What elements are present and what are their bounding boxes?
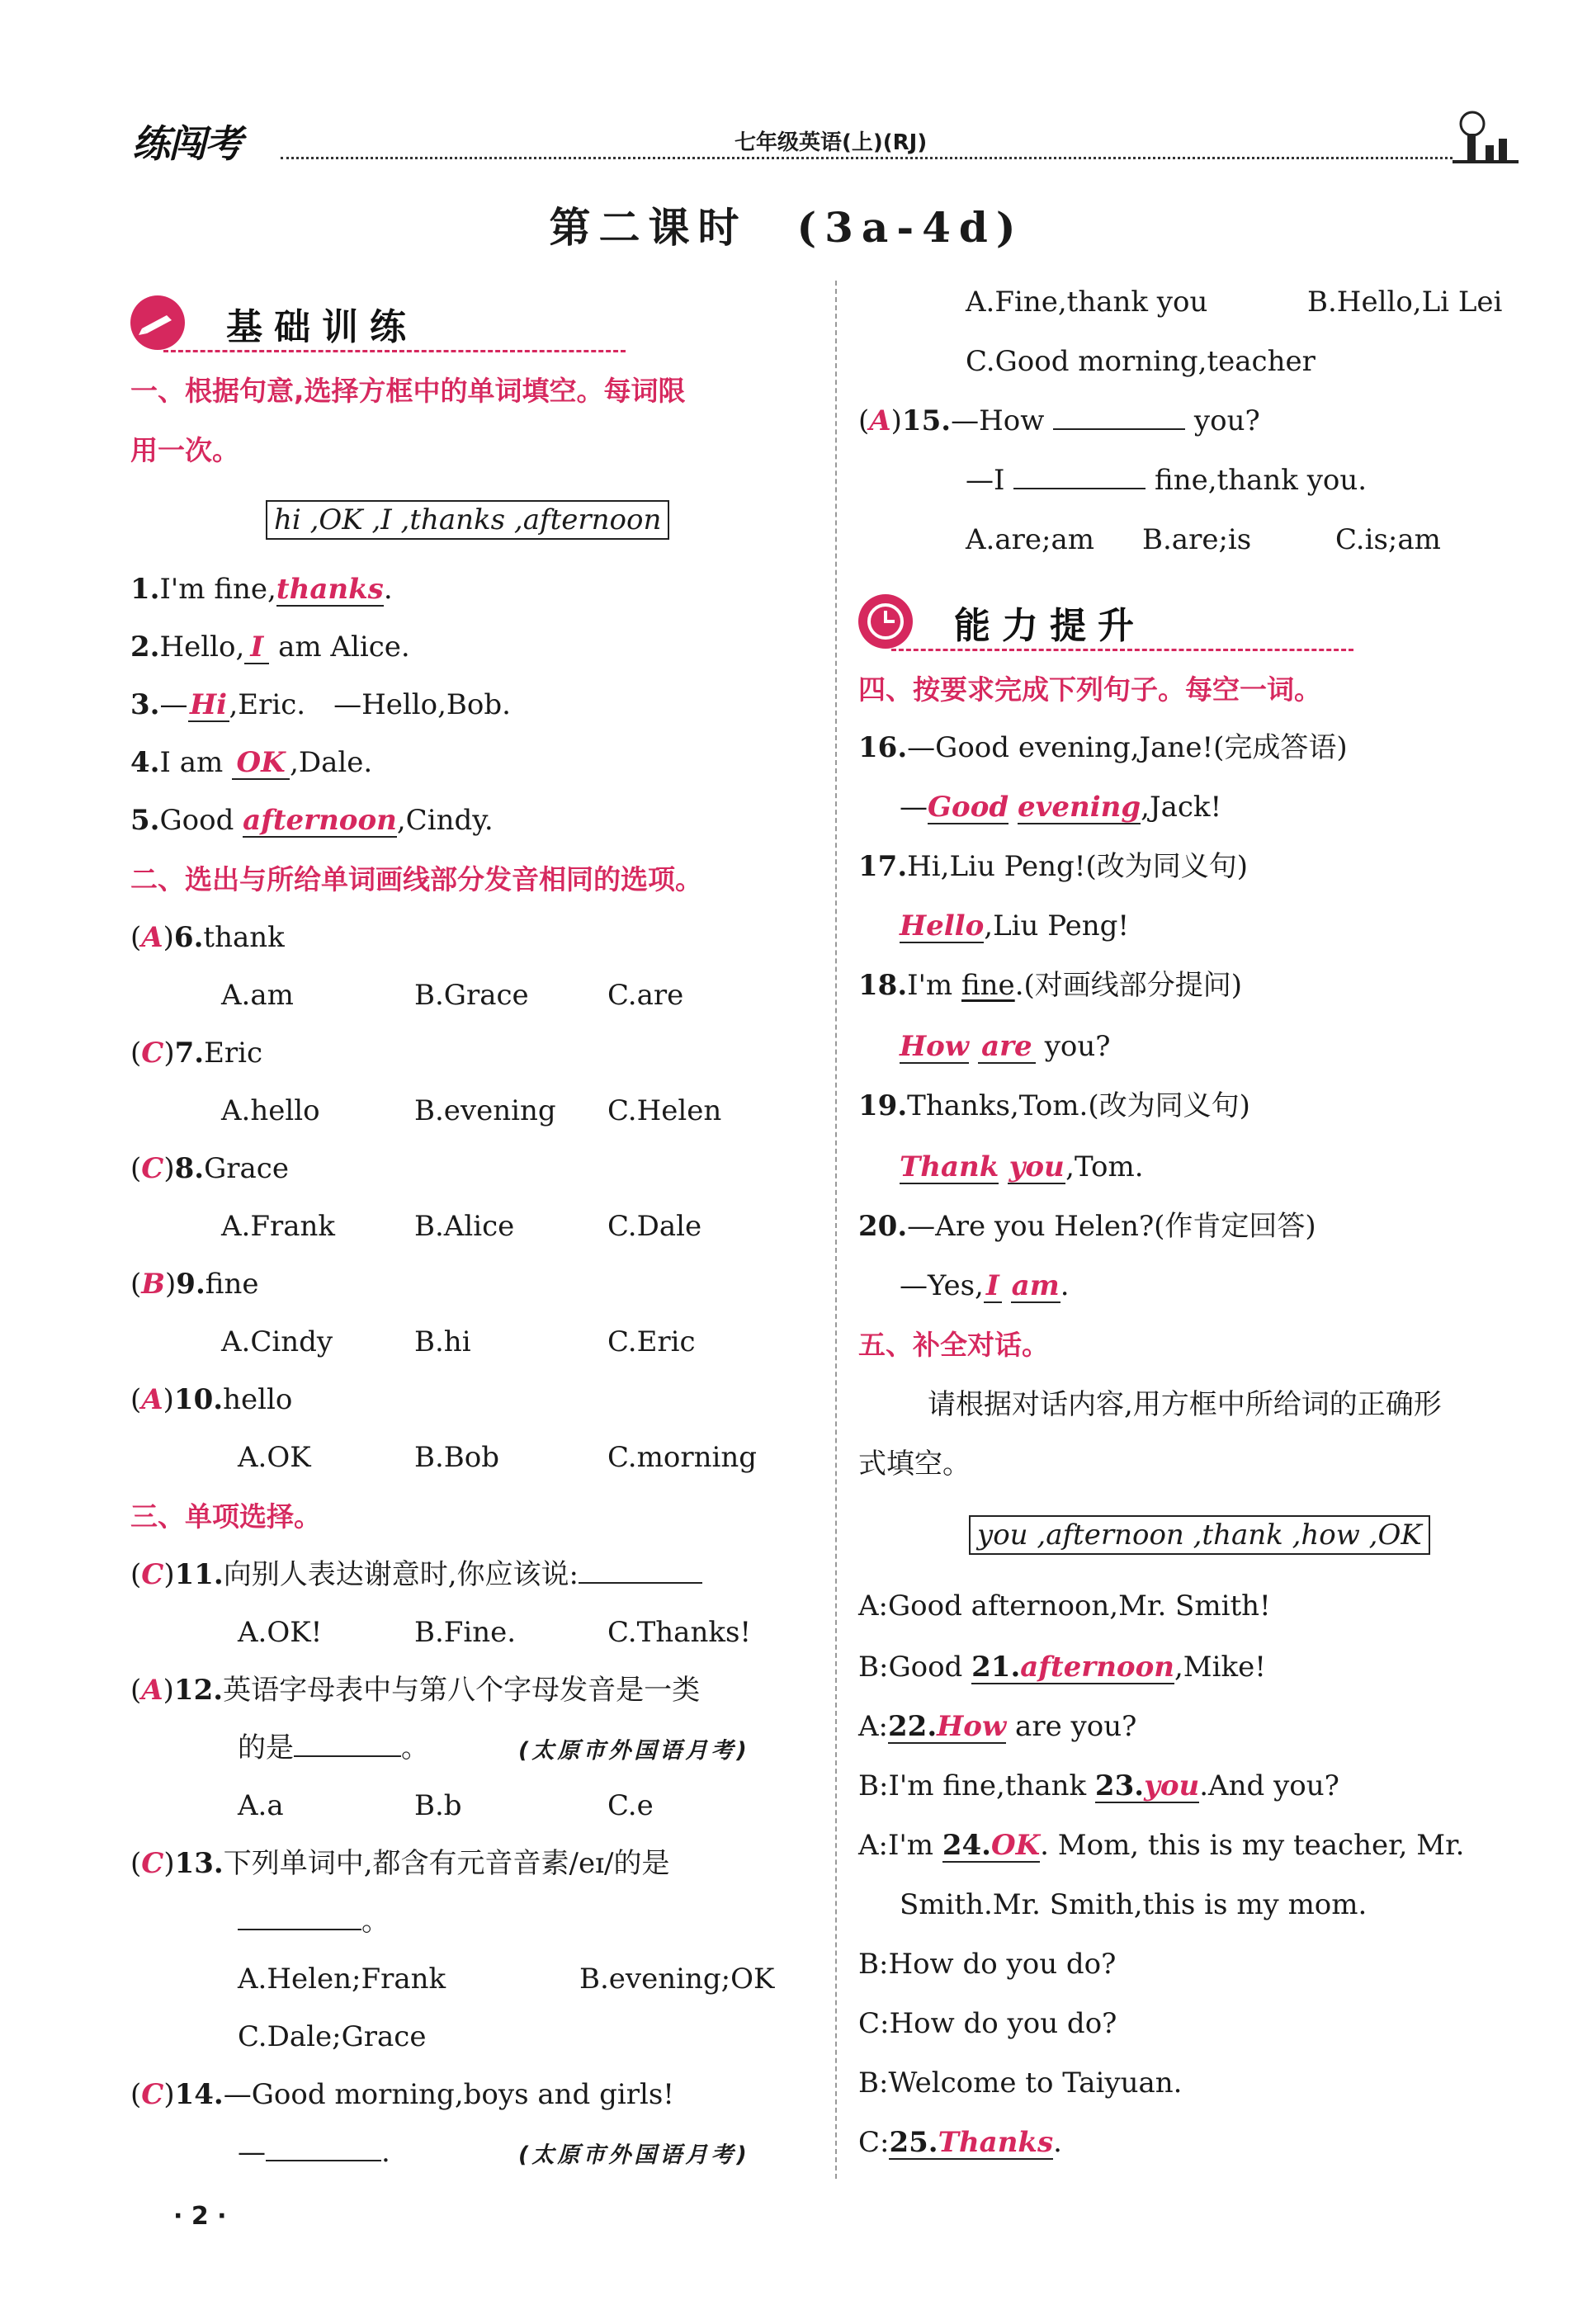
option-b: B.Bob [414, 1441, 500, 1474]
question-word: Eric [204, 1037, 263, 1070]
choice-answer: A [141, 1383, 163, 1416]
answer-text: you? [1035, 1030, 1111, 1063]
question-stem: —Good morning,boys and girls! [223, 2078, 674, 2111]
question-4 [130, 744, 372, 781]
question-3 [130, 687, 511, 723]
answer-blank: afternoon [243, 804, 397, 837]
question-text: . [383, 573, 393, 606]
question-word: fine [205, 1268, 259, 1301]
question-text: am Alice. [269, 631, 410, 664]
question-number: 20. [858, 1210, 908, 1243]
answer-blank: am [1011, 1269, 1060, 1302]
question-number: 9. [176, 1268, 205, 1301]
question-source: (太原市外国语月考) [518, 2142, 750, 2168]
option-b: B.Grace [414, 979, 529, 1012]
pencil-icon [130, 295, 185, 350]
question-15: (A)15.—How you? [858, 404, 1260, 437]
question-number: 19. [858, 1089, 908, 1122]
banner-dashed-line [163, 350, 626, 352]
answer-text: afternoon [1020, 1651, 1174, 1684]
header-dotted-rule [281, 157, 1453, 159]
choice-answer: C [141, 1847, 164, 1880]
question-text: Good [159, 804, 243, 837]
answer-blank: you [1009, 1150, 1065, 1183]
clock-icon [858, 594, 913, 649]
answer-blank: thanks [276, 573, 384, 606]
part5-intro-1: 请根据对话内容,用方框中所给词的正确形 [928, 1388, 1442, 1421]
question-text: — [159, 688, 188, 721]
option-a: A.a [238, 1789, 284, 1822]
answer-blank [294, 1755, 401, 1757]
question-number: 6. [173, 921, 204, 954]
answer-blank [971, 1651, 1174, 1684]
question-number: 10. [173, 1383, 224, 1416]
question-stem: Thanks,Tom.(改为同义句) [907, 1089, 1250, 1122]
answer-text: OK [991, 1829, 1041, 1862]
choice-answer: A [141, 1674, 163, 1707]
question-number: 4. [130, 746, 160, 779]
question-stem: —I [966, 464, 1014, 497]
option-a: A.Fine,thank you [966, 286, 1208, 319]
answer-blank: Thank [900, 1150, 999, 1183]
part1-heading-1: 一、根据句意,选择方框中的单词填空。每词限 [130, 375, 686, 407]
book-title: 七年级英语(上)(RJ) [735, 130, 928, 155]
dialogue-line-7: B:How do you do? [858, 1948, 1117, 1981]
question-20 [858, 1208, 1316, 1245]
answer-16 [900, 789, 1221, 825]
dialogue-text: B:Good [858, 1651, 972, 1684]
answer-blank [889, 2127, 1053, 2160]
question-text: Hello, [159, 631, 245, 664]
choice-answer: A [869, 404, 891, 437]
answer-blank: evening [1017, 791, 1141, 824]
answer-blank: Good [928, 791, 1009, 824]
dialogue-text: C: [858, 2126, 890, 2159]
question-number: 8. [174, 1152, 205, 1185]
question-stem: —How [951, 404, 1054, 437]
page-number: · 2 · [173, 2202, 227, 2231]
dialogue-line-10 [858, 2124, 1062, 2161]
section-title: 能力提升 [954, 605, 1146, 647]
question-source: (太原市外国语月考) [518, 1738, 750, 1764]
question-number: 23. [1094, 1769, 1145, 1802]
answer-18 [900, 1028, 1111, 1065]
answer-text: How [937, 1710, 1007, 1743]
question-number: 2. [130, 631, 160, 664]
question-stem: —Good evening,Jane!(完成答语) [907, 731, 1348, 764]
answer-text: . [1060, 1269, 1070, 1302]
question-10: (A)10.hello [130, 1383, 293, 1416]
dialogue-line-3 [858, 1708, 1136, 1745]
question-16 [858, 730, 1348, 766]
answer-text: Thanks [938, 2126, 1054, 2159]
word-box-2 [969, 1515, 1430, 1555]
question-6: (A)6.thank [130, 921, 285, 954]
option-c: C.Dale [607, 1210, 702, 1243]
answer-blank [942, 1830, 1040, 1863]
part5-intro-2: 式填空。 [858, 1448, 971, 1481]
question-number: 24. [942, 1829, 991, 1862]
dialogue-line-5 [858, 1827, 1464, 1863]
option-c: C.Helen [607, 1094, 722, 1127]
question-stem: .(对画线部分提问) [1014, 969, 1243, 1002]
dialogue-text: . [1053, 2126, 1062, 2159]
option-a: A.am [221, 979, 294, 1012]
choice-answer: C [141, 1037, 164, 1070]
choice-answer: B [141, 1268, 166, 1301]
option-c: C.morning [607, 1441, 758, 1474]
question-12: (A)12.英语字母表中与第八个字母发音是一类 [130, 1674, 701, 1707]
option-b: B.Fine. [414, 1616, 517, 1649]
answer-20 [900, 1268, 1070, 1304]
question-text: I'm fine, [159, 573, 276, 606]
section-title: 基础训练 [226, 306, 418, 348]
banner-dashed-line [891, 649, 1353, 651]
option-c-13: C.Dale;Grace [238, 2020, 427, 2053]
question-19 [858, 1088, 1250, 1124]
question-number: 25. [889, 2126, 938, 2159]
dialogue-text: . Mom, this is my teacher, Mr. [1040, 1829, 1465, 1862]
part5-heading: 五、补全对话。 [858, 1329, 1049, 1361]
option-c: C.e [607, 1789, 654, 1822]
option-b: B.Alice [414, 1210, 515, 1243]
answer-blank [1095, 1770, 1199, 1803]
answer-17 [900, 908, 1129, 944]
answer-blank: are [978, 1031, 1036, 1064]
answer-blank [266, 2160, 381, 2161]
section-banner-advanced [858, 588, 1436, 662]
question-9: (B)9.fine [130, 1268, 259, 1301]
question-number: 5. [130, 804, 160, 837]
answer-text: ,Jack! [1141, 791, 1222, 824]
answer-blank: Hi [188, 689, 229, 722]
underlined-word: fine [961, 969, 1015, 1002]
question-17 [858, 848, 1248, 885]
city-skyline-icon [1453, 109, 1519, 163]
option-b: B.are;is [1142, 523, 1252, 556]
answer-text: — [900, 791, 928, 824]
option-a: A.Cindy [221, 1325, 333, 1358]
answer-text: —Yes, [900, 1269, 984, 1302]
answer-blank: I [244, 631, 269, 664]
question-number: 21. [971, 1651, 1021, 1684]
answer-blank [888, 1711, 1006, 1744]
question-text: ,Dale. [290, 746, 373, 779]
column-divider [835, 281, 837, 2179]
question-number: 15. [901, 404, 952, 437]
question-stem: 。 [361, 1905, 390, 1938]
option-c: C.are [607, 979, 684, 1012]
answer-blank: Hello [900, 909, 985, 942]
question-stem: —Are you Helen?(作肯定回答) [907, 1210, 1316, 1243]
question-stem: 。 [401, 1731, 429, 1764]
choice-answer: C [141, 1152, 164, 1185]
choice-answer: C [141, 2078, 164, 2111]
answer-blank [1053, 428, 1185, 430]
question-stem: 的是 [238, 1731, 294, 1764]
question-word: Grace [204, 1152, 289, 1185]
word-box-text: hi ,OK ,I ,thanks ,afternoon [266, 500, 669, 540]
option-a: A.Helen;Frank [238, 1963, 446, 1996]
option-a: A.Frank [221, 1210, 335, 1243]
answer-19 [900, 1149, 1144, 1185]
question-word: hello [223, 1383, 293, 1416]
question-8: (C)8.Grace [130, 1152, 289, 1185]
option-b: B.evening [414, 1094, 556, 1127]
choice-answer: C [141, 1558, 164, 1591]
question-stem: I'm [907, 969, 961, 1002]
option-c: C.Eric [607, 1325, 696, 1358]
dialogue-line-4 [858, 1768, 1339, 1804]
question-13-line2 [238, 1903, 390, 1939]
answer-blank: OK [232, 747, 290, 780]
question-number: 7. [174, 1037, 205, 1070]
question-number: 3. [130, 688, 160, 721]
page-header [124, 109, 1519, 167]
question-11: (C)11.向别人表达谢意时,你应该说: [130, 1556, 702, 1593]
option-b: B.b [414, 1789, 462, 1822]
part3-heading: 三、单项选择。 [130, 1500, 321, 1533]
question-stem: fine,thank you. [1146, 464, 1368, 497]
question-word: thank [203, 921, 285, 954]
answer-blank [238, 1929, 361, 1930]
answer-text: ,Tom. [1065, 1150, 1144, 1183]
question-7: (C)7.Eric [130, 1037, 263, 1070]
question-stem: Hi,Liu Peng!(改为同义句) [907, 850, 1248, 883]
question-stem: 下列单词中,都含有元音音素/eɪ/的是 [223, 1847, 670, 1880]
question-number: 13. [174, 1847, 224, 1880]
dialogue-text: are you? [1006, 1710, 1137, 1743]
dialogue-text: A:I'm [858, 1829, 942, 1862]
question-number: 22. [888, 1710, 938, 1743]
lesson-title: 第二课时 (3a-4d) [549, 203, 1024, 252]
answer-text: you [1144, 1769, 1200, 1802]
option-c: C.Thanks! [607, 1616, 752, 1649]
question-number: 14. [174, 2078, 224, 2111]
question-stem: 向别人表达谢意时,你应该说: [223, 1558, 579, 1591]
option-b: B.evening;OK [579, 1963, 775, 1996]
word-box-1 [266, 500, 669, 540]
option-b: B.Hello,Li Lei [1307, 286, 1503, 319]
answer-blank [579, 1582, 702, 1584]
question-number: 16. [858, 731, 908, 764]
option-a: A.hello [221, 1094, 320, 1127]
question-number: 17. [858, 850, 908, 883]
question-18 [858, 967, 1242, 1004]
dialogue-text: A: [858, 1710, 889, 1743]
dialogue-line-2 [858, 1649, 1266, 1685]
question-text: ,Cindy. [396, 804, 494, 837]
dialogue-line-6: Smith.Mr. Smith,this is my mom. [900, 1888, 1368, 1921]
part4-heading: 四、按要求完成下列句子。每空一词。 [858, 673, 1321, 706]
option-a: A.OK! [238, 1616, 323, 1649]
part2-heading: 二、选出与所给单词画线部分发音相同的选项。 [130, 863, 702, 895]
answer-blank: I [984, 1270, 1002, 1303]
question-2 [130, 629, 410, 665]
word-box-text: you ,afternoon ,thank ,how ,OK [969, 1515, 1430, 1555]
question-stem-line2 [238, 1730, 429, 1766]
option-c-14: C.Good morning,teacher [966, 345, 1316, 378]
option-a: A.OK [238, 1441, 311, 1474]
question-number: 1. [130, 573, 160, 606]
option-a: A.are;am [966, 523, 1094, 556]
question-5 [130, 802, 494, 838]
question-13: (C)13.下列单词中,都含有元音音素/eɪ/的是 [130, 1847, 670, 1880]
option-c: C.is;am [1335, 523, 1441, 556]
question-reply [238, 2134, 390, 2170]
dialogue-line-1: A:Good afternoon,Mr. Smith! [858, 1589, 1271, 1623]
dialogue-text: .And you? [1199, 1769, 1339, 1802]
dialogue-text: ,Mike! [1174, 1651, 1266, 1684]
question-stem: you? [1185, 404, 1260, 437]
question-text: ,Eric. —Hello,Bob. [229, 688, 511, 721]
dialogue-line-8: C:How do you do? [858, 2007, 1117, 2040]
question-number: 11. [174, 1558, 224, 1591]
brand-logo: 练闯考 [132, 121, 241, 166]
choice-answer: A [141, 921, 163, 954]
dialogue-line-9: B:Welcome to Taiyuan. [858, 2067, 1183, 2100]
answer-text: ,Liu Peng! [984, 909, 1130, 942]
question-stem: 英语字母表中与第八个字母发音是一类 [223, 1674, 701, 1707]
answer-blank [1013, 488, 1146, 489]
section-banner-basic [130, 289, 708, 363]
question-number: 12. [173, 1674, 224, 1707]
answer-blank: How [900, 1030, 970, 1063]
part1-heading-2: 用一次。 [130, 434, 239, 466]
question-stem: — [238, 2136, 266, 2169]
question-text: I am [159, 746, 233, 779]
question-1 [130, 571, 393, 607]
question-14: (C)14.—Good morning,boys and girls! [130, 2078, 674, 2111]
question-number: 18. [858, 969, 908, 1002]
dialogue-text: B:I'm fine,thank [858, 1769, 1095, 1802]
question-15-line2 [966, 462, 1367, 498]
option-b: B.hi [414, 1325, 471, 1358]
question-stem: . [381, 2136, 390, 2169]
